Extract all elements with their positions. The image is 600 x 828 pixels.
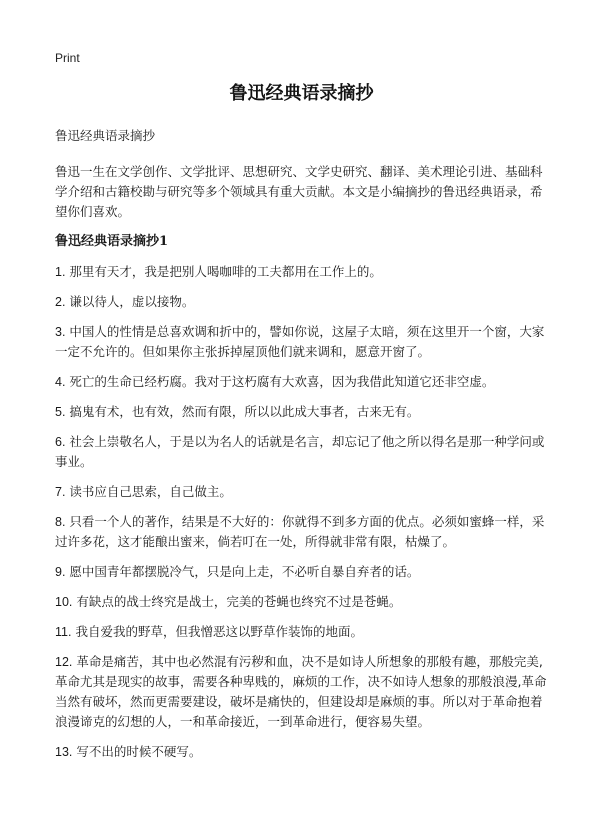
- quote-item: [55, 262, 548, 282]
- print-link[interactable]: Print: [55, 51, 80, 65]
- quote-text: 死亡的生命已经朽腐。我对于这朽腐有大欢喜，因为我借此知道它还非空虚。: [69, 374, 495, 389]
- quote-text: 中国人的性情是总喜欢调和折中的，譬如你说，这屋子太暗，须在这里开一个窗，大家一定不允许的。但如果你主张拆掉屋顶他们就来调和，愿意开窗了。: [55, 324, 545, 359]
- quote-number: 12.: [55, 655, 73, 669]
- quote-text: 愿中国青年都摆脱冷气，只是向上走，不必听自暴自弃者的话。: [69, 564, 420, 579]
- quote-item: [55, 402, 548, 422]
- quote-item: [55, 592, 548, 612]
- quote-number: 3.: [55, 325, 66, 339]
- quote-text: 写不出的时候不硬写。: [76, 744, 202, 759]
- quote-text: 谦以待人，虚以接物。: [69, 294, 195, 309]
- quote-number: 10.: [55, 595, 73, 609]
- section-heading: 鲁迅经典语录摘抄1: [55, 234, 169, 249]
- quote-number: 2.: [55, 295, 66, 309]
- quote-text: 那里有天才，我是把别人喝咖啡的工夫都用在工作上的。: [69, 264, 382, 279]
- quote-item: [55, 512, 548, 552]
- quote-item: [55, 562, 548, 582]
- quote-item: [55, 432, 548, 472]
- quote-number: 9.: [55, 565, 66, 579]
- quote-text: 读书应自己思索，自己做主。: [69, 484, 232, 499]
- quote-item: [55, 482, 548, 502]
- quote-number: 1.: [55, 265, 66, 279]
- page-title: 鲁迅经典语录摘抄: [229, 83, 374, 104]
- quote-text: 社会上崇敬名人，于是以为名人的话就是名言，却忘记了他之所以得名是那一种学问或事业。: [55, 434, 545, 469]
- quote-text: 我自爱我的野草，但我憎恶这以野草作装饰的地面。: [75, 624, 363, 639]
- quote-text: 革命是痛苦，其中也必然混有污秽和血，决不是如诗人所想象的那般有趣，那般完美,革命尤其是现实的故事，需要各种卑贱的，麻烦的工作，决不如诗人想象的那般浪漫,革命当然有破坏，然而更需要建设，破坏是痛快的，但建设却是麻烦的事。所以对于革命抱着浪漫谛克的幻想的人，一和革命接近，一到革命进行，便容易失望。: [55, 654, 547, 729]
- quote-item: [55, 622, 548, 642]
- intro-paragraph: 鲁迅一生在文学创作、文学批评、思想研究、文学史研究、翻译、美术理论引进、基础科学介绍和古籍校勘与研究等多个领域具有重大贡献。本文是小编摘抄的鲁迅经典语录，希望你们喜欢。: [55, 164, 543, 219]
- quote-number: 4.: [55, 375, 66, 389]
- quote-item: [55, 322, 548, 362]
- quote-list: [55, 262, 548, 762]
- quote-number: 5.: [55, 405, 66, 419]
- quote-text: 只看一个人的著作，结果是不大好的：你就得不到多方面的优点。必须如蜜蜂一样，采过许多花，这才能酿出蜜来，倘若叮在一处，所得就非常有限，枯燥了。: [55, 514, 545, 549]
- quote-number: 13.: [55, 745, 73, 759]
- quote-item: [55, 372, 548, 392]
- quote-number: 8.: [55, 515, 66, 529]
- quote-text: 有缺点的战士终究是战士，完美的苍蝇也终究不过是苍蝇。: [76, 594, 402, 609]
- quote-item: [55, 652, 548, 732]
- quote-number: 11.: [55, 625, 72, 639]
- quote-number: 6.: [55, 435, 66, 449]
- quote-item: [55, 742, 548, 762]
- quote-item: [55, 292, 548, 312]
- quote-text: 搞鬼有术，也有效，然而有限，所以以此成大事者，古来无有。: [69, 404, 420, 419]
- quote-number: 7.: [55, 485, 66, 499]
- subtitle: 鲁迅经典语录摘抄: [55, 128, 156, 143]
